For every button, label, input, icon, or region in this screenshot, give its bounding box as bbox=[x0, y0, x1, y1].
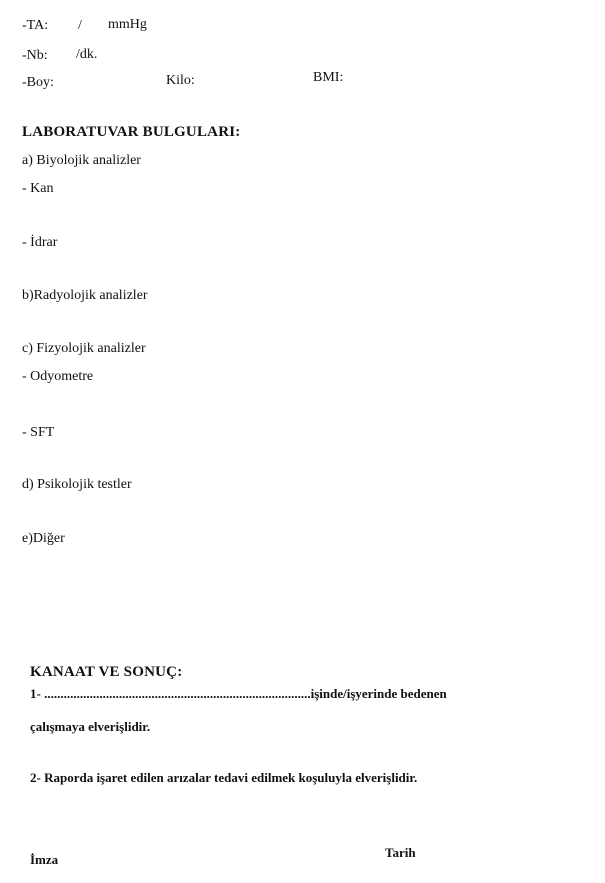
lab-heading: LABORATUVAR BULGULARI: bbox=[22, 124, 241, 140]
lab-fizyolojik: c) Fizyolojik analizler bbox=[22, 341, 146, 356]
tarih-label: Tarih bbox=[385, 845, 416, 860]
ta-unit: mmHg bbox=[108, 17, 147, 32]
ta-label: -TA: bbox=[22, 18, 49, 33]
lab-radyolojik: b)Radyolojik analizler bbox=[22, 288, 148, 303]
conclusion-item-1 bbox=[30, 686, 447, 702]
conclusion-heading: KANAAT VE SONUÇ: bbox=[30, 664, 183, 680]
conclusion-item-1-suffix: işinde/işyerinde bedenen bbox=[310, 686, 447, 701]
lab-kan: - Kan bbox=[22, 181, 54, 196]
imza-label: İmza bbox=[30, 852, 59, 867]
nb-unit: /dk. bbox=[76, 47, 98, 62]
conclusion-item-1-continued: çalışmaya elverişlidir. bbox=[30, 719, 151, 734]
lab-biyolojik: a) Biyolojik analizler bbox=[22, 153, 141, 168]
lab-sft: - SFT bbox=[22, 425, 55, 440]
boy-label: -Boy: bbox=[22, 75, 54, 90]
conclusion-item-2: 2- Raporda işaret edilen arızalar tedavi edilmek koşuluyla elverişlidir. bbox=[30, 770, 418, 785]
conclusion-item-1-dots: .................................................................................. bbox=[44, 686, 311, 701]
lab-odyometre: - Odyometre bbox=[22, 369, 94, 384]
bmi-label: BMI: bbox=[313, 70, 344, 85]
kilo-label: Kilo: bbox=[166, 73, 195, 88]
lab-diger: e)Diğer bbox=[22, 531, 65, 546]
conclusion-item-1-prefix: 1- bbox=[30, 686, 45, 701]
lab-idrar: - İdrar bbox=[22, 235, 58, 250]
lab-psikolojik: d) Psikolojik testler bbox=[22, 477, 132, 492]
nb-label: -Nb: bbox=[22, 48, 48, 63]
ta-slash: / bbox=[78, 18, 82, 33]
